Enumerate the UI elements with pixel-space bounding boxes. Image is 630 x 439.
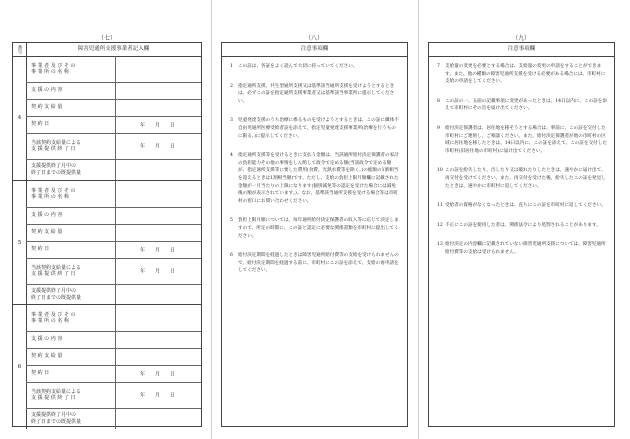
note-number: 4 [230, 153, 233, 159]
note-item [230, 252, 400, 275]
note-text: この証を紛失したり、汚したり又は破れたりしたときは、速やかに届け出て、再交付を受けてください。また、再交付を受けた後、紛失したこの証を発見したときは、速やかに市町村に返してください。 [445, 168, 606, 189]
note-number: 13 [437, 242, 443, 248]
row-label [26, 116, 116, 133]
row-label-line: 当該契約支給量による [31, 139, 82, 146]
block-number: 6 [13, 305, 27, 429]
contract-date-row [26, 365, 201, 383]
contract-amount-row [26, 224, 201, 242]
row-label-line: 事 業 者 及 び そ の [31, 311, 76, 318]
contract-date-row [26, 241, 201, 259]
termination-date-row [26, 382, 201, 409]
note-number: 3 [230, 118, 233, 124]
remaining-amount-row [26, 284, 201, 305]
row-label [26, 365, 116, 382]
note-text: 支給量の変更を必要とする場合は、支給量の変更の申請をすることができます。また、他の種類の障害児通所支援を受ける必要がある場合には、市町村に支給の申請をしてください。 [445, 64, 606, 85]
row-label-line: 終了日までの既提供量 [31, 294, 82, 301]
row-label-line: 当該契約支給量による [31, 388, 82, 395]
row-label-line: 契 約 日 [31, 246, 50, 253]
form-title: 障害児通所支援事業者記入欄 [77, 46, 150, 52]
note-item [437, 167, 607, 190]
notes-list [222, 57, 407, 275]
row-label-line: 支 援 提 供 終 了 日 [31, 146, 76, 152]
row-value-field[interactable] [116, 382, 201, 408]
note-item [437, 241, 607, 256]
row-value-field[interactable] [116, 305, 201, 331]
form-block [13, 304, 201, 429]
row-value-field[interactable] [116, 258, 201, 284]
row-label-line: 支援提供終了月中の [31, 288, 77, 294]
row-value-field[interactable] [116, 207, 201, 224]
date-placeholder: 年 月 日 [140, 392, 176, 399]
note-item [230, 117, 400, 140]
page-number-9: （九） [511, 35, 530, 42]
row-label-line: 終了日までの既提供量 [31, 169, 82, 176]
notes-panel-right [428, 42, 615, 427]
fold-line-right [418, 0, 419, 439]
note-text: 給付決定期間を経過したときは障害児通所給付費等の支給を受けられませんので、給付決定期間を経過する前に、市町村にこの証を添えて、支給の再申請をしてください。 [238, 253, 399, 274]
row-value-field[interactable] [116, 408, 201, 429]
row-label [26, 258, 116, 284]
support-content-row [26, 82, 201, 100]
row-label-line: 終了日までの既提供量 [31, 418, 82, 425]
notes-title: 注意事項欄 [429, 43, 614, 57]
row-label-line: 支援提供終了月中の [31, 163, 77, 169]
support-content-row [26, 207, 201, 225]
note-text: この証は、各証をよく読んで大切に持っていてください。 [238, 64, 358, 69]
row-label [26, 224, 116, 241]
date-placeholder: 年 月 日 [140, 268, 176, 275]
notes-list [429, 57, 614, 257]
row-value-field[interactable] [116, 181, 201, 207]
note-number: 12 [437, 222, 443, 228]
note-number: 6 [230, 253, 233, 259]
note-item [230, 217, 400, 240]
note-item [230, 152, 400, 205]
note-text: 受給者の資格がなくなったときは、直ちにこの証を市町村に返してください。 [445, 203, 606, 209]
provider-entry-form [12, 42, 202, 427]
row-label [26, 241, 116, 258]
contract-date-row [26, 116, 201, 134]
row-label [26, 56, 116, 82]
note-item [437, 125, 607, 155]
row-label [26, 382, 116, 408]
row-value-field[interactable] [116, 241, 201, 258]
row-value-field[interactable] [116, 159, 201, 180]
termination-date-row [26, 258, 201, 285]
date-placeholder: 年 月 日 [140, 143, 176, 150]
note-text: 不正にこの証を使用した者は、関係法令により処罰されることがあります。 [445, 222, 601, 228]
row-label-line: 支 援 提 供 終 了 日 [31, 395, 76, 401]
row-value-field[interactable] [116, 99, 201, 116]
row-label [26, 133, 116, 159]
note-text: 指定通所支援等を受けるときに支払う金額は、当該通所給付決定保護者の家計の負担能力その他の事情をしん酌して政令で定める額(当該政令で定める額が、指定通所支援等に要した費用(食費、光熱水費等を除く。)の総額の1割相当を超えるときは1割相当額)です。ただし、支給の負担上限月額欄に記載された金額が一月当たりの上限になります(個別減免等の認定を受けた場合には減免後の額が表示されています。)。なお、基準該当通所支援を受ける場合等は市町村の窓口にお問い合わせください。 [238, 153, 399, 204]
note-item [437, 98, 607, 113]
row-value-field[interactable] [116, 133, 201, 159]
note-number: 2 [230, 83, 233, 89]
row-label-line: 支援提供終了月中の [31, 412, 77, 418]
business-name-row [26, 56, 201, 83]
note-number: 7 [437, 64, 440, 69]
form-block [13, 56, 201, 180]
form-block [13, 180, 201, 305]
page-number-7: （七） [97, 35, 116, 42]
row-label [26, 82, 116, 99]
row-label-line: 事 業 所 の 名 称 [31, 194, 69, 200]
business-name-row [26, 181, 201, 208]
row-label-line: 支 援 の 内 容 [31, 212, 63, 219]
remaining-amount-row [26, 408, 201, 429]
note-text: 給付決定保護者は、居住地を移そうとする場合は、事前に、この証を交付した市町村にご連絡し、ご相談ください。また、給付決定保護者が他の市町村の区域に居住地を移したときは、14日以内に、この証を添えて、この証を交付した市町村(旧居住地の市町村)に届け出てください。 [445, 125, 607, 154]
form-header [13, 43, 201, 57]
contract-amount-row [26, 348, 201, 366]
note-item [437, 202, 607, 210]
row-label-line: 事 業 所 の 名 称 [31, 69, 69, 75]
notes-title: 注意事項欄 [222, 43, 407, 57]
row-label-line: 事 業 者 及 び そ の [31, 62, 76, 69]
remaining-amount-row [26, 159, 201, 180]
note-item [230, 83, 400, 106]
note-text: 児童発達支援のうち治療に係るものを受けようとするときは、この証に隣体不自由児通所医療受給者証を添えて、指定児童発達支援事業所(治療を行うものに限る。)に提示してください。 [238, 118, 399, 139]
row-label [26, 284, 116, 305]
note-text: この証の一、五面の記載事項に変更があったときは、14日以内に、この証を添えて市町村にその旨を届け出てください。 [445, 98, 607, 112]
note-text: 負担上限月額については、毎年通所給付決定保護者の収入等に応じて決定しますので、所定の時期に、この証と認定に必要な関係書類を市町村に提出してください。 [238, 218, 399, 239]
row-label-line: 支 援 の 内 容 [31, 336, 63, 343]
row-label [26, 159, 116, 180]
row-label-line: 事 業 者 及 び そ の [31, 187, 76, 194]
note-number: 5 [230, 218, 233, 224]
date-placeholder: 年 月 日 [140, 122, 176, 128]
row-label-line: 契 約 支 給 量 [31, 229, 63, 236]
row-label-line: 契 約 日 [31, 121, 50, 128]
row-label-line: 契 約 支 給 量 [31, 104, 63, 111]
number-column-header: 番号 [13, 43, 27, 56]
note-number: 10 [437, 168, 443, 174]
row-label [26, 305, 116, 331]
row-value-field[interactable] [116, 365, 201, 382]
note-item [437, 63, 607, 86]
row-label [26, 331, 116, 348]
row-label-line: 支 援 提 供 終 了 日 [31, 271, 76, 277]
note-text: 給付決定の内容欄に記載されていない障害児通所支援については、障害児通所給付費等の支給は受けられません。 [445, 242, 606, 255]
block-number: 4 [13, 56, 27, 180]
row-value-field[interactable] [116, 224, 201, 241]
note-number: 9 [437, 125, 440, 131]
row-label [26, 99, 116, 116]
page-number-8: （八） [304, 35, 323, 42]
contract-amount-row [26, 99, 201, 117]
row-label-line: 契 約 日 [31, 370, 50, 377]
row-label [26, 408, 116, 429]
fold-line-left [211, 0, 212, 439]
row-value-field[interactable] [116, 56, 201, 82]
row-label-line: 事 業 所 の 名 称 [31, 318, 69, 324]
row-label-line: 支 援 の 内 容 [31, 87, 63, 94]
notes-panel-left [221, 42, 408, 427]
row-label [26, 207, 116, 224]
block-number: 5 [13, 181, 27, 305]
row-label-line: 当該契約支給量による [31, 264, 82, 271]
note-number: 11 [437, 203, 443, 209]
row-value-field[interactable] [116, 348, 201, 365]
note-item [437, 222, 607, 230]
note-item [230, 63, 400, 71]
row-value-field[interactable] [116, 284, 201, 305]
note-number: 8 [437, 98, 440, 104]
note-number: 1 [230, 64, 233, 69]
row-value-field[interactable] [116, 82, 201, 99]
business-name-row [26, 305, 201, 332]
row-label [26, 181, 116, 207]
date-placeholder: 年 月 日 [140, 371, 176, 377]
note-text: 指定通所支援、共生型通所支援又は基準該当通所支援を受けようとするときは、必ずこの証を指定通所支援事業者又は基準該当事業所に提示してください。 [238, 83, 395, 104]
date-placeholder: 年 月 日 [140, 247, 176, 253]
row-label-line: 契 約 支 給 量 [31, 353, 63, 360]
row-label [26, 348, 116, 365]
row-value-field[interactable] [116, 331, 201, 348]
termination-date-row [26, 133, 201, 160]
support-content-row [26, 331, 201, 349]
row-value-field[interactable] [116, 116, 201, 133]
